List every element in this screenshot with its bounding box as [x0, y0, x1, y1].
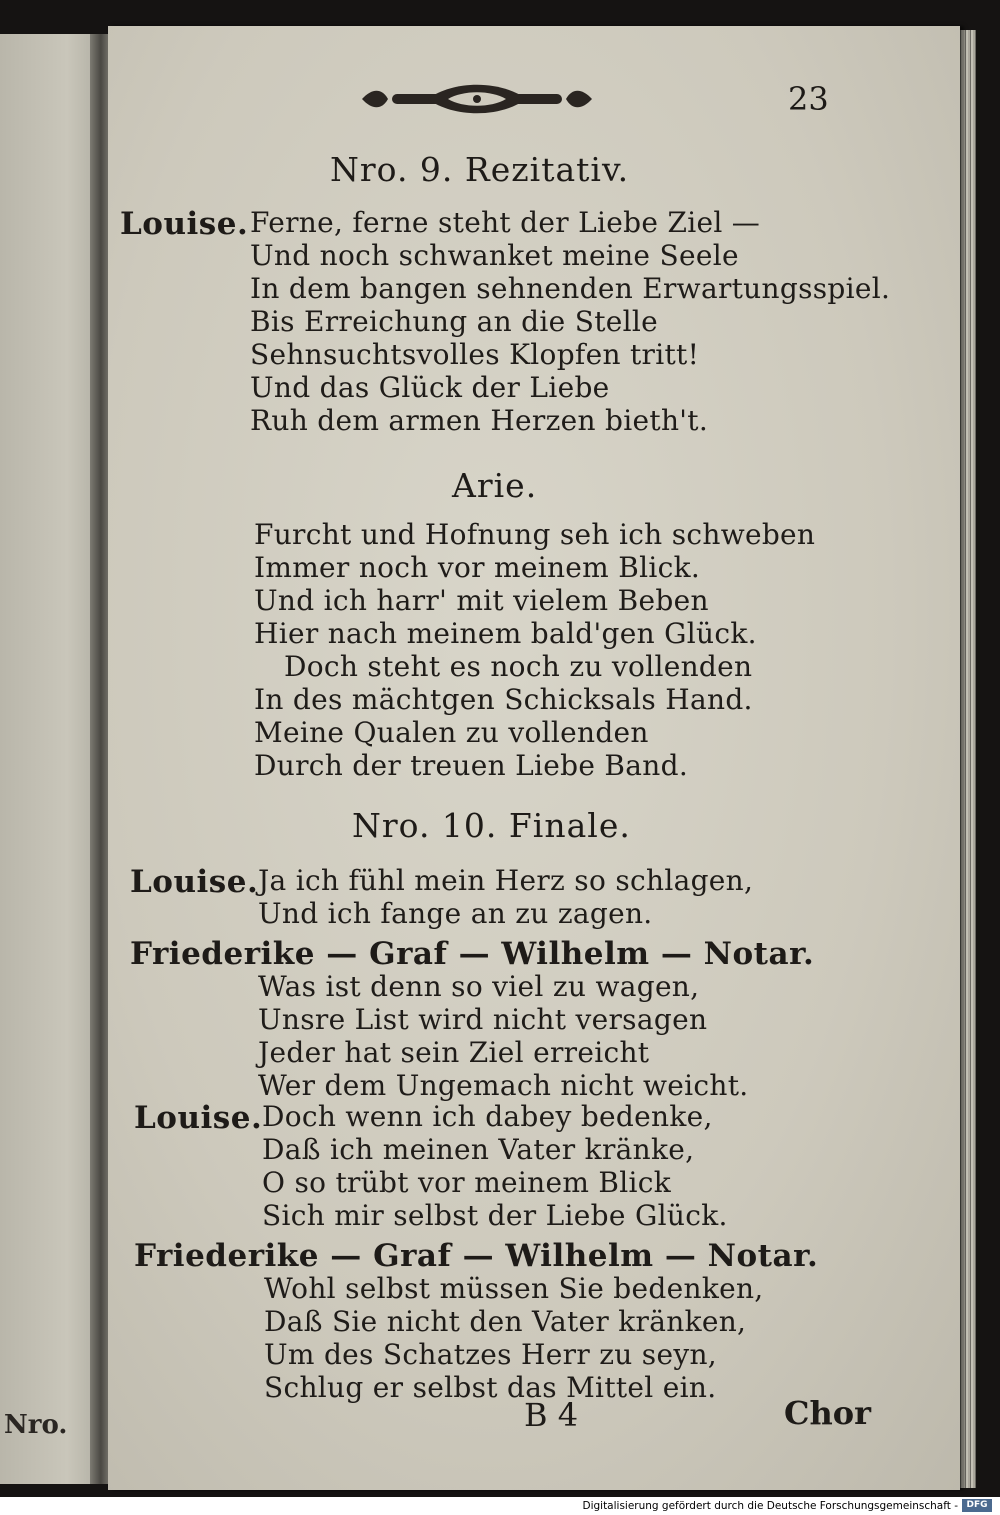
text-line: Immer noch vor meinem Blick. — [254, 551, 701, 584]
ornament-icon — [358, 82, 596, 116]
text-line: Bis Erreichung an die Stelle — [250, 305, 659, 338]
text-line: Und ich fange an zu zagen. — [258, 897, 653, 930]
text-line: Und ich harr' mit vielem Beben — [254, 584, 709, 617]
dfg-logo[interactable]: DFG — [962, 1499, 992, 1512]
funding-credit: Digitalisierung gefördert durch die Deutsche Forschungsgemeinschaft - — [582, 1500, 958, 1512]
text-line: O so trübt vor meinem Blick — [262, 1166, 672, 1199]
text-line: Durch der treuen Liebe Band. — [254, 749, 689, 782]
left-page-catchword: Nro. — [4, 1410, 68, 1440]
text-line: Hier nach meinem bald'gen Glück. — [254, 617, 757, 650]
speaker-label: Louise. — [130, 864, 259, 900]
text-line: Daß Sie nicht den Vater kränken, — [264, 1305, 747, 1338]
text-line: Ja ich fühl mein Herz so schlagen, — [258, 864, 754, 897]
page-edges — [958, 30, 976, 1488]
speaker-label: Louise. — [134, 1100, 263, 1136]
text-line: Wohl selbst müssen Sie bedenken, — [264, 1272, 764, 1305]
text-line: Jeder hat sein Ziel erreicht — [258, 1036, 650, 1069]
text-line: Und noch schwanket meine Seele — [250, 239, 739, 272]
text-line: Wer dem Ungemach nicht weicht. — [258, 1069, 749, 1102]
section-heading-finale: Nro. 10. Finale. — [352, 806, 631, 845]
text-line: Schlug er selbst das Mittel ein. — [264, 1371, 717, 1404]
section-heading-arie: Arie. — [452, 466, 538, 505]
speaker-label: Friederike — Graf — Wilhelm — Notar. — [130, 936, 815, 972]
speaker-label: Louise. — [120, 206, 249, 242]
text-line: In dem bangen sehnenden Erwartungsspiel. — [250, 272, 891, 305]
speaker-label: Friederike — Graf — Wilhelm — Notar. — [134, 1238, 819, 1274]
text-line: Furcht und Hofnung seh ich schweben — [254, 518, 816, 551]
page-number: 23 — [788, 80, 829, 118]
text-line: Daß ich meinen Vater kränke, — [262, 1133, 695, 1166]
text-line: Ruh dem armen Herzen bieth't. — [250, 404, 709, 437]
signature-mark: B 4 — [524, 1396, 579, 1434]
text-line: Unsre List wird nicht versagen — [258, 1003, 708, 1036]
text-line: Doch wenn ich dabey bedenke, — [262, 1100, 713, 1133]
text-line: Was ist denn so viel zu wagen, — [258, 970, 700, 1003]
text-line: Meine Qualen zu vollenden — [254, 716, 649, 749]
text-line: Sehnsuchtsvolles Klopfen tritt! — [250, 338, 700, 371]
text-line: Sich mir selbst der Liebe Glück. — [262, 1199, 728, 1232]
text-line: Um des Schatzes Herr zu seyn, — [264, 1338, 717, 1371]
text-line: Ferne, ferne steht der Liebe Ziel — — [250, 206, 761, 239]
text-line: Und das Glück der Liebe — [250, 371, 610, 404]
catchword: Chor — [784, 1394, 871, 1432]
text-line: Doch steht es noch zu vollenden — [284, 650, 753, 683]
section-heading-rezitativ: Nro. 9. Rezitativ. — [330, 150, 630, 189]
text-line: In des mächtgen Schicksals Hand. — [254, 683, 753, 716]
